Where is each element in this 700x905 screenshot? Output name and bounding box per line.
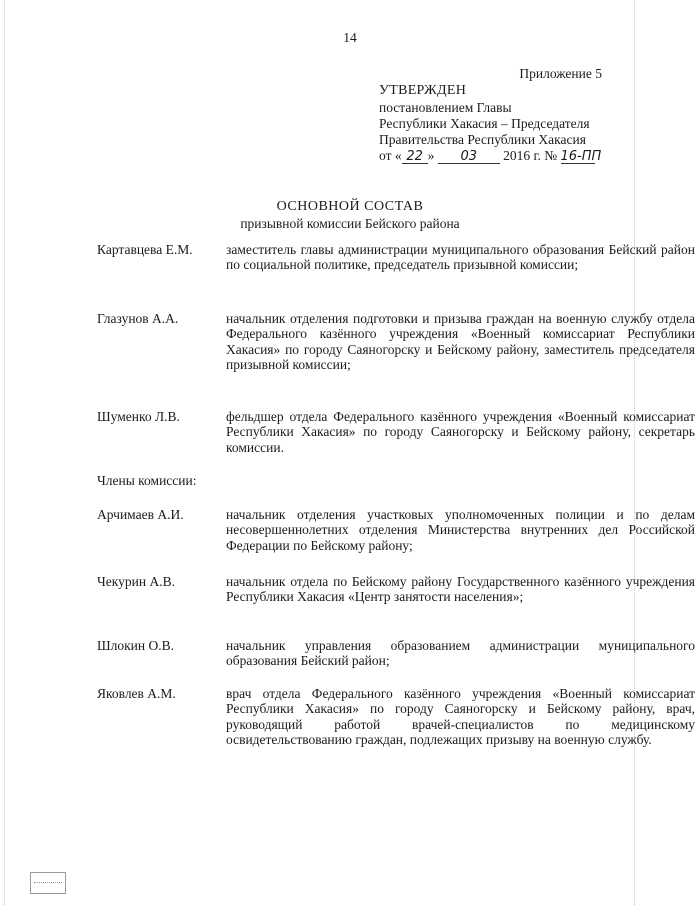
approval-line: Республики Хакасия – Председателя <box>379 116 590 131</box>
page-number: 14 <box>343 30 357 45</box>
member-name: Арчимаев А.И. <box>97 507 184 522</box>
member-role: фельдшер отдела Федерального казённого учреждения «Военный комиссариат Республики Хакасия» по городу Саяногорску и Бейскому району, секретарь комиссии. <box>226 409 695 455</box>
member-role: врач отдела Федерального казённого учреждения «Военный комиссариат Республики Хакасия» по городу Саяногорску и Бейскому району, врач, руководящий работой врачей-специалистов по медицинскому освидетельствованию граждан, подлежащих призыву на военную службу. <box>226 686 695 747</box>
appendix-label: Приложение 5 <box>519 66 602 81</box>
date-year: 2016 г. № <box>503 148 558 163</box>
member-name: Чекурин А.В. <box>97 574 175 589</box>
approval-line: постановлением Главы <box>379 100 512 115</box>
document-title <box>0 198 700 232</box>
scan-margin-line <box>4 0 5 905</box>
approval-heading: УТВЕРЖДЕН <box>379 83 467 98</box>
member-name: Яковлев А.М. <box>97 686 176 701</box>
title-subline: призывной комиссии Бейского района <box>240 216 460 231</box>
decree-number: 16-ПП <box>560 149 602 164</box>
member-name: Шуменко Л.В. <box>97 409 180 424</box>
member-role: начальник отдела по Бейскому району Государственного казённого учреждения Республики Хакасия «Центр занятости населения»; <box>226 574 695 605</box>
date-day: 22 <box>402 150 428 164</box>
scan-stamp <box>30 872 66 894</box>
date-day-close: » <box>427 148 435 163</box>
member-role: начальник отделения подготовки и призыва граждан на военную службу отдела Федерального казённого учреждения «Военный комиссариат Республики Хакасия» по городу Саяногорску и Бейскому району, заместитель председателя призывной комиссии; <box>226 311 695 372</box>
date-prefix: от « <box>379 148 402 163</box>
date-month: 03 <box>438 150 500 164</box>
approval-line: Правительства Республики Хакасия <box>379 132 586 147</box>
approval-block <box>379 83 602 164</box>
members-label: Члены комиссии: <box>97 473 197 488</box>
member-name: Картавцева Е.М. <box>97 242 193 257</box>
member-role: заместитель главы администрации муниципального образования Бейский район по социальной политике, председатель призывной комиссии; <box>226 242 695 273</box>
member-name: Глазунов А.А. <box>97 311 179 326</box>
title-line: ОСНОВНОЙ СОСТАВ <box>276 199 424 214</box>
member-role: начальник отделения участковых уполномоченных полиции и по делам несовершеннолетних отделения Министерства внутренних дел Российской Федерации по Бейскому району; <box>226 507 695 553</box>
member-role: начальник управления образованием администрации муниципального образования Бейский район; <box>226 638 695 669</box>
approval-date-line <box>379 148 602 164</box>
member-name: Шлокин О.В. <box>97 638 174 653</box>
